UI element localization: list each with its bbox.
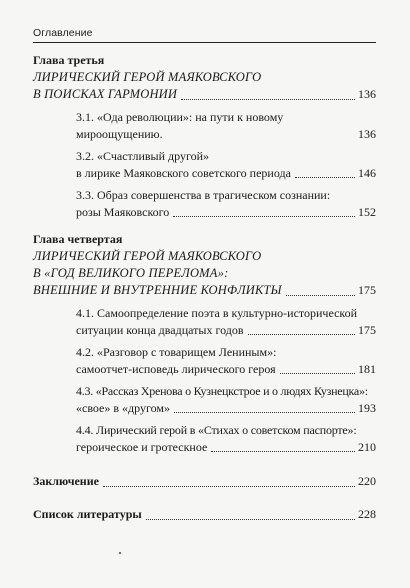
section-4-4-title-line-2: героическое и гротескное bbox=[76, 439, 208, 454]
chapter-3-title-line-1: ЛИРИЧЕСКИЙ ГЕРОЙ МАЯКОВСКОГО bbox=[33, 70, 262, 84]
dot-leader bbox=[173, 212, 355, 217]
section-3-1-page-number: 136 bbox=[358, 126, 376, 141]
section-4-1-title-line-2: ситуации конца двадцатых годов bbox=[76, 322, 244, 337]
section-3-2-title-line-2: в лирике Маяковского советского периода bbox=[76, 165, 291, 180]
section-3-3[interactable] bbox=[76, 187, 376, 220]
dot-leader bbox=[181, 95, 355, 100]
section-4-3-title-line-1: 4.3. «Рассказ Хренова о Кузнецкстрое и о людях Кузнецка»: bbox=[76, 384, 368, 398]
dot-leader bbox=[286, 291, 355, 296]
table-of-contents bbox=[33, 52, 376, 523]
section-4-2-page-number: 181 bbox=[358, 361, 376, 376]
section-3-1[interactable] bbox=[76, 109, 376, 142]
section-3-2[interactable] bbox=[76, 148, 376, 181]
dot-leader bbox=[174, 408, 355, 413]
section-4-2-title-line-2: самоотчет-исповедь лирического героя bbox=[76, 361, 276, 376]
dot-leader bbox=[280, 369, 355, 374]
bibliography-label: Список литературы bbox=[33, 507, 142, 521]
chapter-4-title-row[interactable] bbox=[33, 282, 376, 299]
section-4-3-page-number: 193 bbox=[358, 400, 376, 415]
section-3-2-page-number: 146 bbox=[358, 165, 376, 180]
section-4-1-page-number: 175 bbox=[358, 322, 376, 337]
section-4-3[interactable] bbox=[76, 383, 376, 416]
dot-leader bbox=[146, 515, 355, 520]
chapter-4-title-line-1: ЛИРИЧЕСКИЙ ГЕРОЙ МАЯКОВСКОГО bbox=[33, 249, 262, 263]
chapter-4-title-line-2: В «ГОД ВЕЛИКОГО ПЕРЕЛОМА»: bbox=[33, 266, 229, 280]
chapter-4-label: Глава четвертая bbox=[33, 232, 123, 246]
chapter-4-page-number: 175 bbox=[358, 283, 376, 297]
chapter-3-title-row[interactable] bbox=[33, 86, 376, 103]
section-4-1-title-line-1: 4.1. Самоопределение поэта в культурно-исторической bbox=[76, 306, 358, 320]
section-4-4-page-number: 210 bbox=[358, 439, 376, 454]
chapter-3-label: Глава третья bbox=[33, 53, 105, 67]
running-head: Оглавление bbox=[33, 27, 93, 39]
dot-leader bbox=[295, 173, 355, 178]
dot-leader bbox=[211, 447, 355, 452]
section-4-2[interactable] bbox=[76, 344, 376, 377]
dot-leader bbox=[103, 482, 355, 487]
section-3-3-title-line-2: розы Маяковского bbox=[76, 204, 170, 219]
section-3-2-title-line-1: 3.2. «Счастливый другой» bbox=[76, 149, 210, 163]
section-4-1[interactable] bbox=[76, 305, 376, 338]
dot-leader bbox=[248, 330, 356, 335]
section-3-3-title-line-1: 3.3. Образ совершенства в трагическом сознании: bbox=[76, 188, 331, 202]
section-4-4-title-line-1: 4.4. Лирический герой в «Стихах о советском паспорте»: bbox=[76, 423, 357, 437]
bibliography-page-number: 228 bbox=[358, 507, 376, 521]
conclusion-page-number: 220 bbox=[358, 474, 376, 488]
chapter-3-page-number: 136 bbox=[358, 87, 376, 101]
conclusion-label: Заключение bbox=[33, 474, 99, 488]
chapter-4-title-line-3: ВНЕШНИЕ И ВНУТРЕННИЕ КОНФЛИКТЫ bbox=[33, 283, 282, 297]
section-3-3-page-number: 152 bbox=[358, 204, 376, 219]
section-4-3-title-line-2: «свое» в «другом» bbox=[76, 400, 170, 415]
section-3-1-title: 3.1. «Ода революции»: на пути к новому мироощущению. bbox=[76, 110, 284, 141]
section-4-2-title-line-1: 4.2. «Разговор с товарищем Лениным»: bbox=[76, 345, 277, 359]
header-rule bbox=[33, 42, 376, 43]
chapter-3-title-line-2: В ПОИСКАХ ГАРМОНИИ bbox=[33, 87, 178, 101]
conclusion-entry[interactable] bbox=[33, 473, 376, 490]
bibliography-entry[interactable] bbox=[33, 506, 376, 523]
print-speck bbox=[119, 552, 121, 554]
section-4-4[interactable] bbox=[76, 422, 376, 455]
